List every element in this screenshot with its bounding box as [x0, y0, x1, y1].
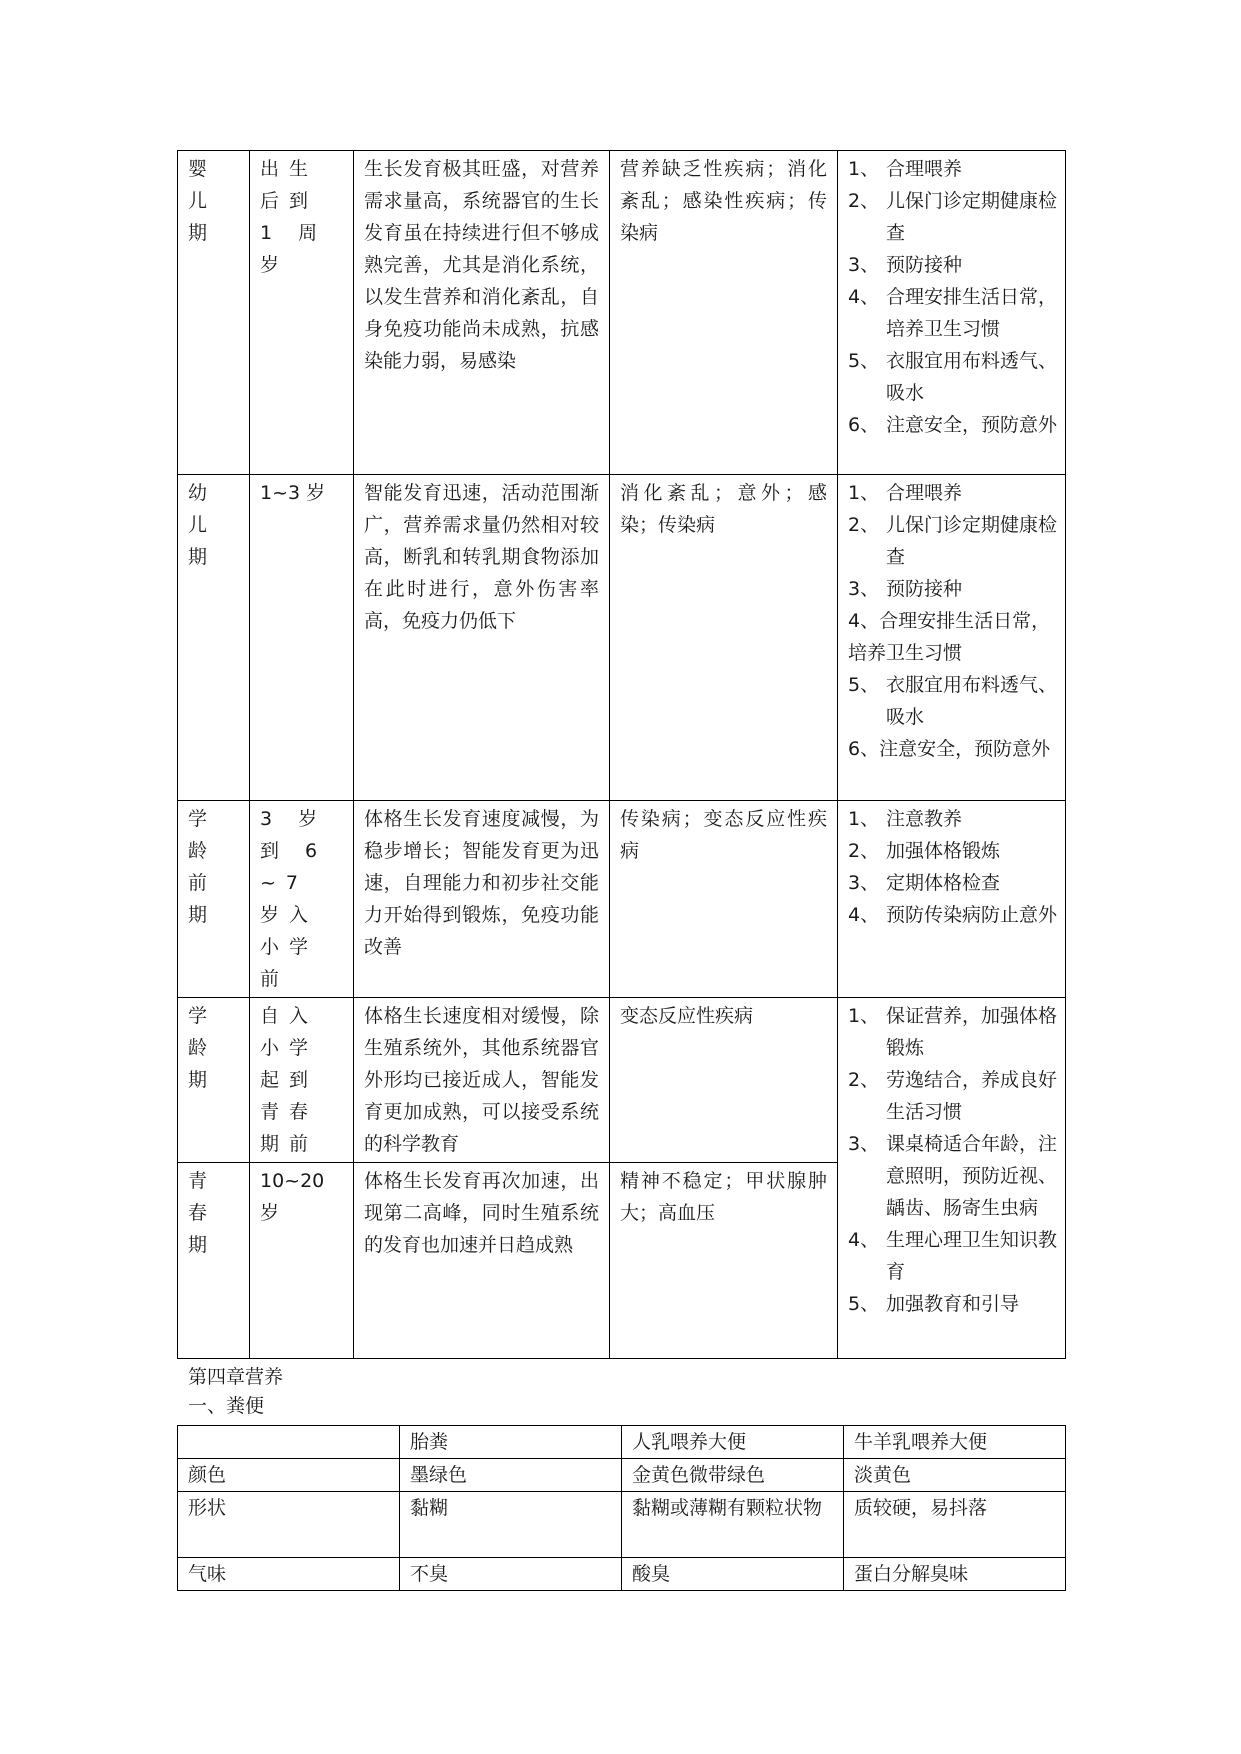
list-item: 3、 定期体格检查 — [848, 872, 1001, 894]
chapter-title: 第四章营养 — [188, 1366, 284, 1388]
table-cell: 淡黄色 — [844, 1459, 1066, 1492]
diseases-cell: 消化紊乱；意外；感染；传染病 — [610, 475, 838, 801]
table-row — [178, 475, 1066, 801]
care-cell — [838, 475, 1066, 801]
development-stages-table — [177, 150, 1066, 1359]
section-title: 一、粪便 — [188, 1395, 265, 1417]
table-cell: 形状 — [178, 1492, 400, 1558]
table-header-row — [178, 1426, 1066, 1459]
list-item: 5、 加强教育和引导 — [848, 1293, 1020, 1315]
list-item: 2、 儿保门诊定期健康检查 — [848, 190, 1058, 244]
list-item: 3、 预防接种 — [848, 254, 963, 276]
table-row — [178, 151, 1066, 475]
list-item: 4、合理安排生活日常，培养卫生习惯 — [848, 610, 1051, 664]
list-item: 5、 衣服宜用布料透气、吸水 — [848, 350, 1058, 404]
table-cell: 黏糊或薄糊有颗粒状物 — [622, 1492, 844, 1558]
table-row — [178, 1459, 1066, 1492]
list-item: 2、 加强体格锻炼 — [848, 840, 1001, 862]
age-cell: 1~3 岁 — [250, 475, 354, 801]
list-item: 5、 衣服宜用布料透气、吸水 — [848, 674, 1058, 728]
list-item: 3、 预防接种 — [848, 578, 963, 600]
features-cell: 体格生长速度相对缓慢，除生殖系统外，其他系统器官外形均已接近成人，智能发育更加成熟，可以接受系统的科学教育 — [354, 998, 610, 1163]
care-cell — [838, 998, 1066, 1359]
stool-comparison-table — [177, 1425, 1066, 1591]
stage-cell: 学龄前期 — [178, 801, 250, 998]
list-item: 3、 课桌椅适合年龄，注意照明，预防近视、龋齿、肠寄生虫病 — [848, 1133, 1058, 1219]
table-cell: 质较硬，易抖落 — [844, 1492, 1066, 1558]
list-item: 1、 合理喂养 — [848, 158, 963, 180]
list-item: 4、 预防传染病防止意外 — [848, 904, 1058, 926]
care-cell — [838, 151, 1066, 475]
list-item: 2、 儿保门诊定期健康检查 — [848, 514, 1058, 568]
list-item: 4、 生理心理卫生知识教育 — [848, 1229, 1058, 1283]
header-cell: 胎粪 — [400, 1426, 622, 1459]
age-cell: 自入小学起到青春期前 — [250, 998, 354, 1163]
list-item: 2、 劳逸结合，养成良好生活习惯 — [848, 1069, 1058, 1123]
table-cell: 酸臭 — [622, 1558, 844, 1591]
table-cell: 蛋白分解臭味 — [844, 1558, 1066, 1591]
care-cell — [838, 801, 1066, 998]
table-cell: 墨绿色 — [400, 1459, 622, 1492]
stage-cell: 幼儿期 — [178, 475, 250, 801]
header-cell: 牛羊乳喂养大便 — [844, 1426, 1066, 1459]
features-cell: 体格生长发育速度减慢，为稳步增长；智能发育更为迅速，自理能力和初步社交能力开始得到锻炼，免疫功能改善 — [354, 801, 610, 998]
stage-cell: 学龄期 — [178, 998, 250, 1163]
table-row — [178, 1492, 1066, 1558]
list-item: 6、 注意安全，预防意外 — [848, 414, 1058, 436]
diseases-cell: 传染病；变态反应性疾病 — [610, 801, 838, 998]
header-cell — [178, 1426, 400, 1459]
list-item: 4、 合理安排生活日常，培养卫生习惯 — [848, 286, 1058, 340]
features-cell: 体格生长发育再次加速，出现第二高峰，同时生殖系统的发育也加速并日趋成熟 — [354, 1163, 610, 1359]
list-item: 1、 保证营养，加强体格锻炼 — [848, 1005, 1058, 1059]
list-item: 1、 合理喂养 — [848, 482, 963, 504]
table-row — [178, 998, 1066, 1163]
table-row — [178, 801, 1066, 998]
table-cell: 颜色 — [178, 1459, 400, 1492]
table-cell: 不臭 — [400, 1558, 622, 1591]
stage-cell: 青春期 — [178, 1163, 250, 1359]
age-cell: 3 岁到 6~7 岁入小学前 — [250, 801, 354, 998]
features-cell: 生长发育极其旺盛，对营养需求量高，系统器官的生长发育虽在持续进行但不够成熟完善，尤其是消化系统，以发生营养和消化紊乱，自身免疫功能尚未成熟，抗感染能力弱，易感染 — [354, 151, 610, 475]
list-item: 6、注意安全，预防意外 — [848, 738, 1051, 760]
list-item: 1、 注意教养 — [848, 808, 963, 830]
diseases-cell: 精神不稳定；甲状腺肿大；高血压 — [610, 1163, 838, 1359]
age-cell: 10~20 岁 — [250, 1163, 354, 1359]
features-cell: 智能发育迅速，活动范围渐广，营养需求量仍然相对较高，断乳和转乳期食物添加在此时进行，意外伤害率高，免疫力仍低下 — [354, 475, 610, 801]
diseases-cell: 营养缺乏性疾病；消化紊乱；感染性疾病；传染病 — [610, 151, 838, 475]
header-cell: 人乳喂养大便 — [622, 1426, 844, 1459]
diseases-cell: 变态反应性疾病 — [610, 998, 838, 1163]
table-cell: 黏糊 — [400, 1492, 622, 1558]
table-cell: 气味 — [178, 1558, 400, 1591]
age-cell: 出生后到 1 周岁 — [250, 151, 354, 475]
table-cell: 金黄色微带绿色 — [622, 1459, 844, 1492]
table-row — [178, 1558, 1066, 1591]
stage-cell: 婴儿期 — [178, 151, 250, 475]
